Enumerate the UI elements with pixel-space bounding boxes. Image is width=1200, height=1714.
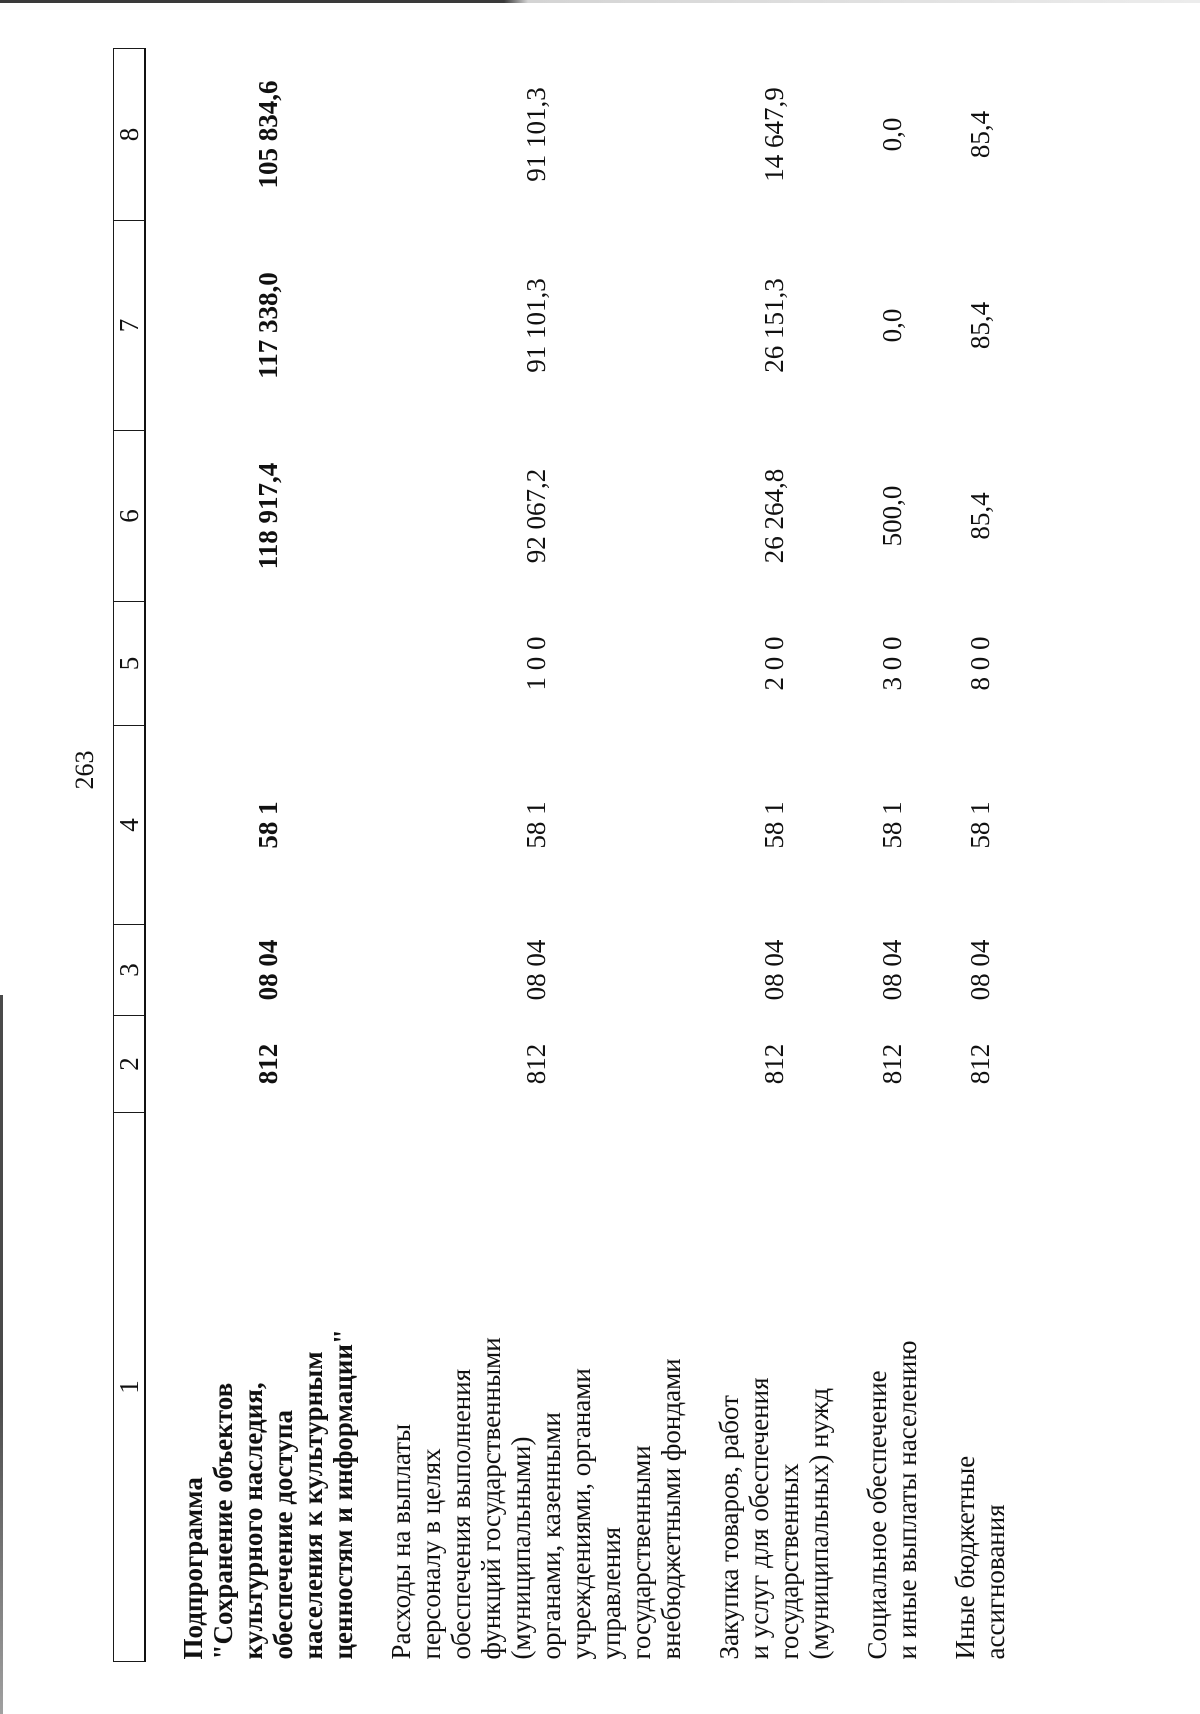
row-name-line: обеспечение доступа	[268, 1410, 298, 1660]
table-body	[145, 49, 1024, 1662]
header-col-7: 7	[114, 221, 146, 431]
section-code-cell: 08 04	[877, 939, 907, 1001]
header-col-3: 3	[114, 925, 146, 1016]
row-name-line: органами, казенными	[536, 1412, 566, 1660]
amount-col-8-cell: 85,4	[965, 110, 995, 159]
row-name-cell	[145, 1113, 372, 1662]
amount-col-7-cell: 0,0	[877, 308, 907, 343]
header-col-5: 5	[114, 602, 146, 726]
section-code-cell: 08 04	[521, 939, 551, 1001]
amount-col-7-cell: 91 101,3	[521, 278, 551, 373]
row-name-line: населения к культурным	[298, 1351, 328, 1660]
page-number: 263	[70, 750, 99, 790]
header-col-2: 2	[114, 1016, 146, 1113]
row-name-line: персоналу в целях	[416, 1448, 446, 1660]
department-code-cell: 812	[877, 1043, 907, 1085]
amount-col-8-cell: 91 101,3	[521, 87, 551, 182]
amount-col-6-cell: 85,4	[965, 492, 995, 540]
row-name-line: культурного наследия,	[238, 1382, 268, 1660]
row-name-line: и иные выплаты населению	[892, 1340, 922, 1660]
target-article-cell: 58 1	[521, 801, 551, 849]
department-code-cell: 812	[521, 1043, 551, 1085]
row-name-line: Подпрограмма	[178, 1477, 208, 1660]
row-name-line: ценностям и информации"	[328, 1329, 358, 1660]
amount-col-7-cell: 85,4	[965, 301, 995, 350]
amount-col-8-cell: 14 647,9	[759, 87, 789, 182]
row-name-line: Социальное обеспечение	[862, 1370, 892, 1660]
row-name-line: (муниципальными)	[506, 1436, 536, 1660]
row-name-line: Иные бюджетные	[950, 1455, 980, 1660]
section-code-cell: 08 04	[965, 939, 995, 1001]
header-col-1: 1	[114, 1113, 146, 1662]
header-col-6: 6	[114, 431, 146, 602]
department-code-cell: 812	[253, 1043, 283, 1085]
header-col-4: 4	[114, 726, 146, 925]
table-row	[936, 49, 1024, 1662]
budget-table	[113, 48, 1024, 1662]
table-row	[848, 49, 936, 1662]
table-row	[372, 49, 700, 1662]
amount-col-6-cell: 118 917,4	[253, 462, 283, 570]
expense-type-cell: 3 0 0	[877, 636, 907, 691]
amount-col-8-cell: 0,0	[877, 117, 907, 152]
row-name-cell	[372, 1113, 700, 1662]
section-code-cell: 08 04	[253, 939, 283, 1001]
department-code-cell: 812	[759, 1043, 789, 1085]
row-name-cell	[848, 1113, 936, 1662]
header-col-8: 8	[114, 49, 146, 221]
row-name-line: управления	[596, 1526, 626, 1660]
amount-col-6-cell: 26 264,8	[759, 468, 789, 564]
row-name-line: Расходы на выплаты	[386, 1423, 416, 1660]
row-name-line: Закупка товаров, работ	[714, 1395, 744, 1660]
row-name-line: государственными	[626, 1445, 656, 1660]
row-name-line: учреждениями, органами	[566, 1368, 596, 1660]
amount-col-6-cell: 92 067,2	[521, 468, 551, 564]
row-name-line: внебюджетными фондами	[656, 1358, 686, 1660]
row-name-line: функций государственными	[476, 1337, 506, 1660]
table-header	[114, 49, 146, 1662]
expense-type-cell: 1 0 0	[521, 636, 551, 691]
row-name-line: ассигнования	[980, 1504, 1010, 1660]
expense-type-cell: 8 0 0	[965, 636, 995, 691]
amount-col-6-cell: 500,0	[877, 485, 907, 547]
expense-type-cell: 2 0 0	[759, 636, 789, 691]
amount-col-7-cell: 117 338,0	[253, 272, 283, 379]
target-article-cell: 58 1	[253, 801, 283, 849]
amount-col-7-cell: 26 151,3	[759, 278, 789, 373]
row-name-line: (муниципальных) нужд	[804, 1387, 834, 1660]
table-row	[145, 49, 372, 1662]
target-article-cell: 58 1	[965, 801, 995, 849]
target-article-cell: 58 1	[877, 801, 907, 849]
row-name-line: государственных	[774, 1463, 804, 1660]
row-name-line: обеспечения выполнения	[446, 1368, 476, 1660]
row-name-line: "Сохранение объектов	[208, 1382, 238, 1660]
header-row	[114, 49, 146, 1662]
table-row	[700, 49, 848, 1662]
row-name-cell	[936, 1113, 1024, 1662]
amount-col-8-cell: 105 834,6	[253, 80, 283, 189]
row-name-line: и услуг для обеспечения	[744, 1377, 774, 1660]
department-code-cell: 812	[965, 1043, 995, 1085]
expense-type-cell	[145, 602, 372, 726]
row-name-cell	[700, 1113, 848, 1662]
target-article-cell: 58 1	[759, 801, 789, 849]
section-code-cell: 08 04	[759, 939, 789, 1001]
